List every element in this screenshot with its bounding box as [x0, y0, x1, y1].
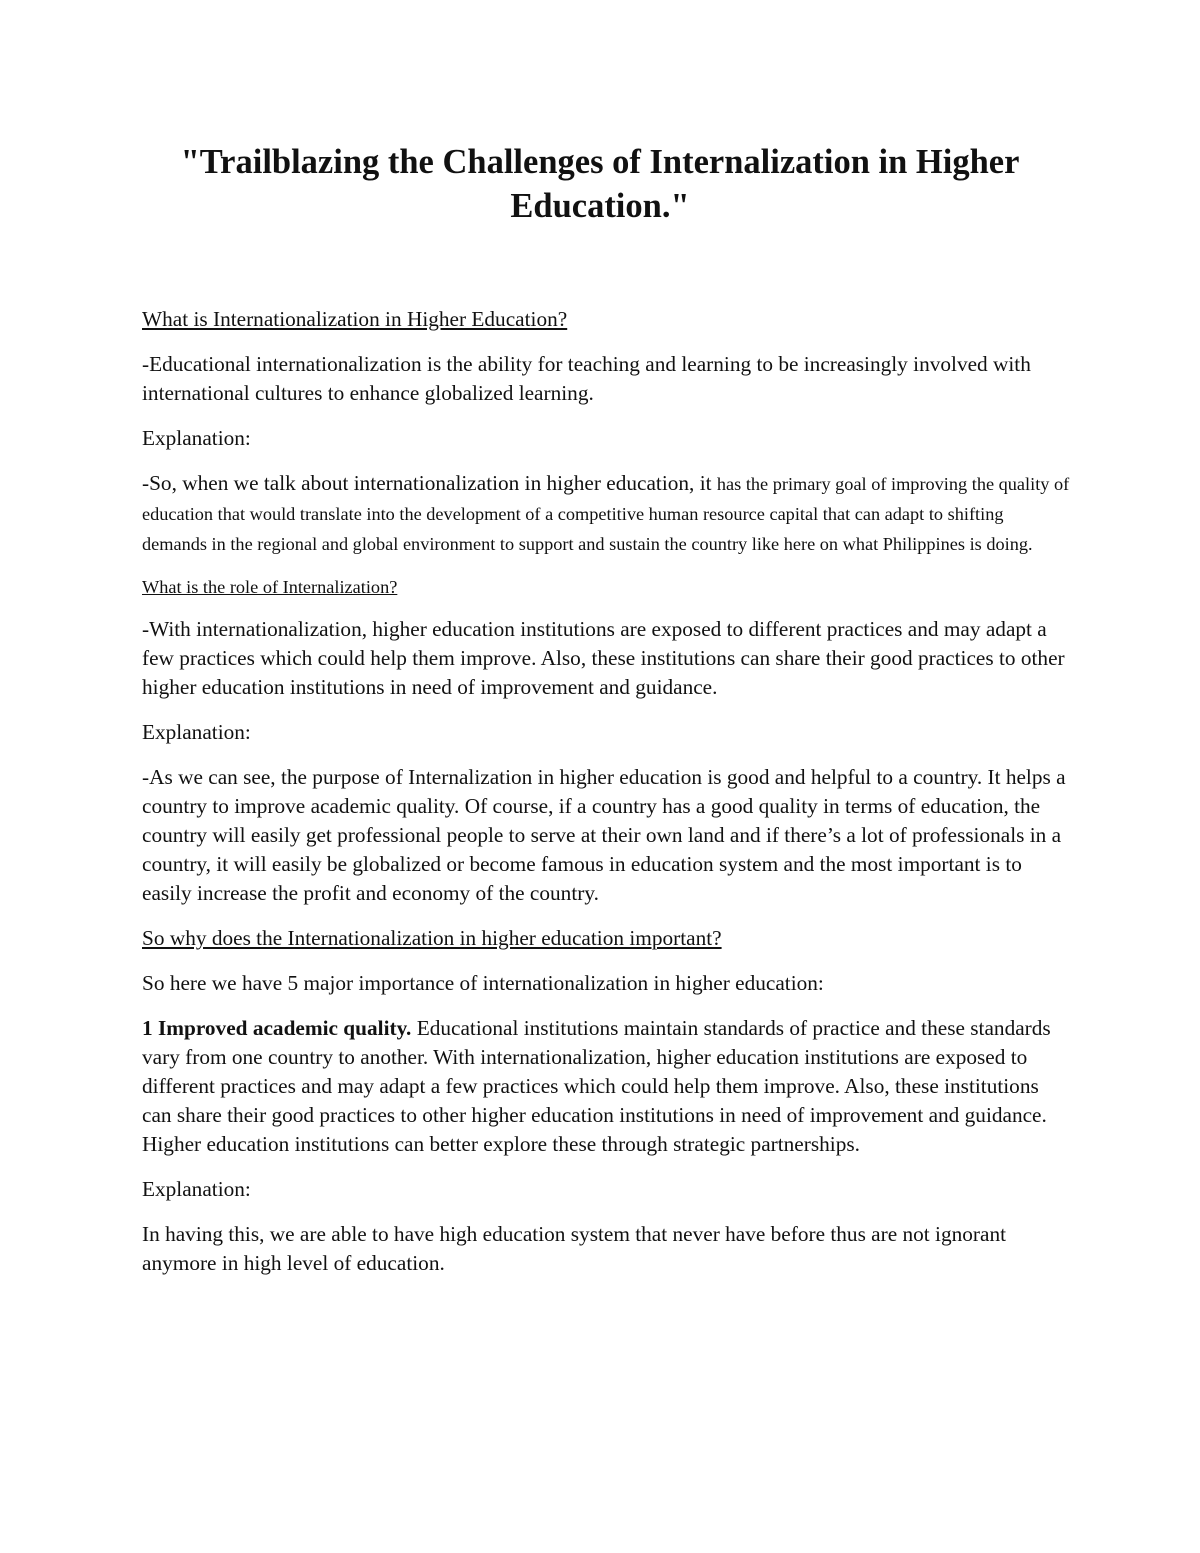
section-heading-what-is-internationalization: What is Internationalization in Higher Education? [142, 307, 568, 331]
explanation-lead-text: -So, when we talk about internationalization in higher education, it [142, 471, 717, 495]
paragraph-importance-intro: So here we have 5 major importance of internationalization in higher education: [142, 971, 824, 995]
explanation-label: Explanation: [142, 1177, 251, 1201]
paragraph-explanation-3: In having this, we are able to have high education system that never have before thus are not ignorant anymore in high level of education. [142, 1222, 1007, 1275]
section-heading-role-of-internalization: What is the role of Internalization? [142, 577, 398, 597]
list-item-improved-academic-quality [142, 1014, 1072, 1159]
paragraph-explanation-1 [142, 469, 1072, 559]
paragraph-explanation-2: -As we can see, the purpose of Internalization in higher education is good and helpful to a country. It helps a country to improve academic quality. Of course, if a country has a good quality in terms of education, the country will easily get professional people to serve at their own land and if there’s a lot of professionals in a country, it will easily be globalized or become famous in education system and the most important is to easily increase the profit and economy of the country. [142, 765, 1066, 905]
explanation-label: Explanation: [142, 720, 251, 744]
explanation-rest-text: has the primary goal of improving the quality of education that would translate into the development of a competitive human resource capital that can adapt to shifting demands in the regional and global environment to support and sustain the country like here on what Philippines is doing. [142, 474, 1070, 554]
list-item-title: 1 Improved academic quality. [142, 1016, 412, 1040]
document-body [142, 305, 1072, 1294]
explanation-label: Explanation: [142, 426, 251, 450]
paragraph-definition: -Educational internationalization is the ability for teaching and learning to be increasingly involved with international cultures to enhance globalized learning. [142, 352, 1031, 405]
section-heading-why-important: So why does the Internationalization in higher education important? [142, 926, 722, 950]
paragraph-role: -With internationalization, higher education institutions are exposed to different practices and may adapt a few practices which could help them improve. Also, these institutions can share their good practices to other higher education institutions in need of improvement and guidance. [142, 617, 1065, 699]
document-title: "Trailblazing the Challenges of Internalization in Higher Education." [180, 143, 1020, 225]
list-item-text: Educational institutions maintain standards of practice and these standards vary from one country to another. With internationalization, higher education institutions are exposed to different practices and may adapt a few practices which could help them improve. Also, these institutions can share their good practices to other higher education institutions in need of improvement and guidance. Higher education institutions can better explore these through strategic partnerships. [142, 1016, 1051, 1156]
